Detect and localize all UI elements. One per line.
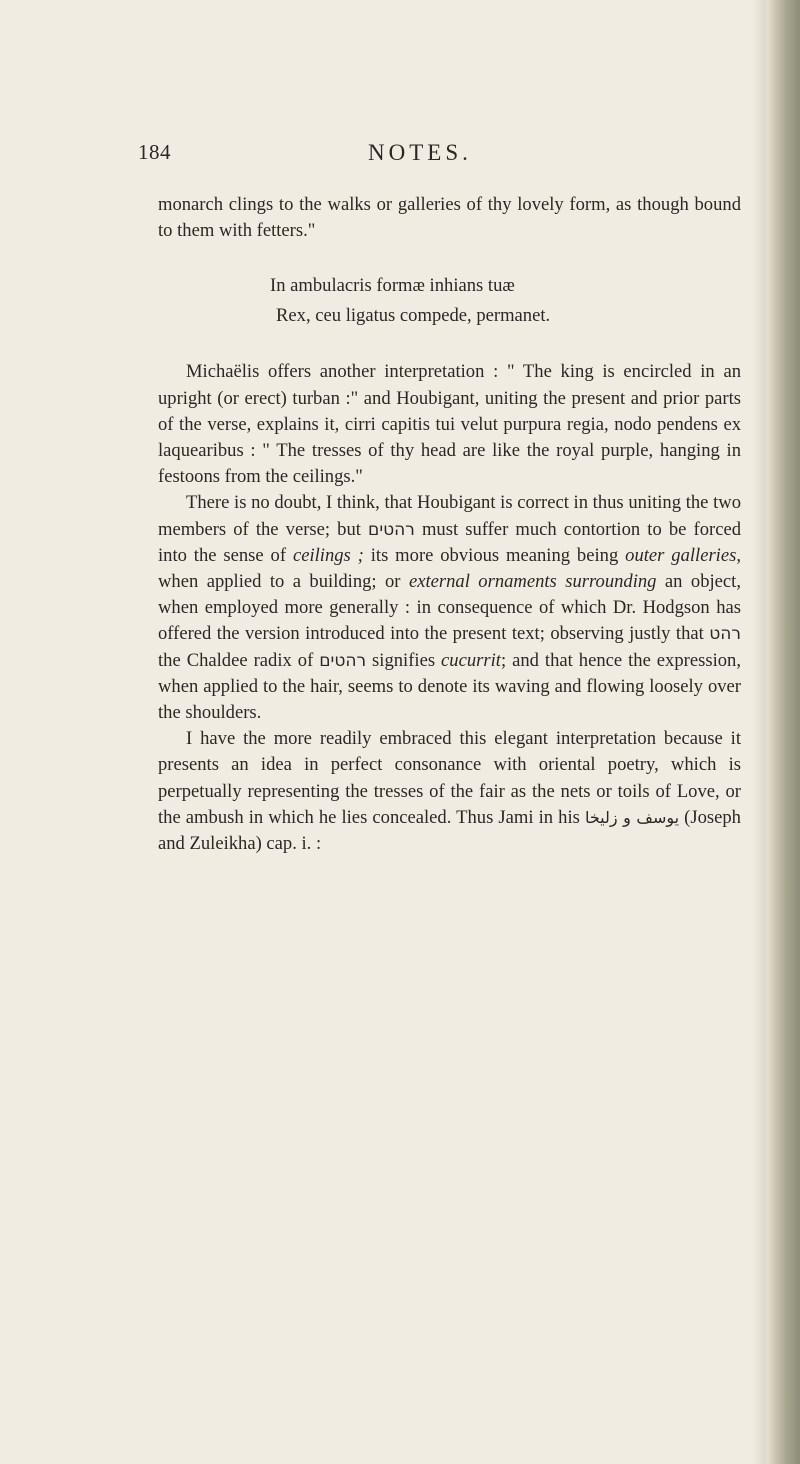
paragraph-michaelis: Michaëlis offers another interpretation : " The king is encircled in an upright (or erect) turban :" and Houbigant, uniting the present and prior parts of the verse, explains it, cirri capitis tui velut purpura regia, nodo pendens ex laquearibus : " The tresses of thy head are like the royal purple, hanging in festoons from the ceilings." bbox=[158, 361, 741, 488]
p3-text-e: an object, when employed more generally : in consequence of which Dr. Hodgson has offered the version introduced into the present text; observing justly that bbox=[158, 571, 741, 645]
hebrew-word-2: רהט bbox=[709, 624, 741, 645]
verse-line-1: In ambulacris formæ inhians tuæ bbox=[270, 275, 515, 297]
page-number: 184 bbox=[138, 140, 171, 164]
p3-text-b: must suffer much contortion to be forced into the sense of bbox=[158, 518, 741, 566]
p4-text-b: (Joseph and Zuleikha) cap. i. : bbox=[158, 806, 741, 855]
verse-line-2: Rex, ceu ligatus compede, permanet. bbox=[276, 305, 551, 327]
p3-text-h: ; and that hence the expression, when applied to the hair, seems to denote its waving and flowing loosely over the shoulders. bbox=[158, 649, 741, 724]
latin-verse bbox=[270, 271, 741, 331]
p3-italic-4: cucurrit bbox=[441, 649, 501, 671]
p3-italic-2: outer galleries, bbox=[625, 544, 741, 566]
p3-text-d: when applied to a building; or bbox=[158, 571, 401, 593]
persian-title: یوسف و زلیخا bbox=[584, 807, 680, 827]
p4-text-a: I have the more readily embraced this elegant interpretation because it presents an idea in perfect consonance with oriental poetry, which is perpetually representing the tresses of the fair as the nets or toils of Love, or the ambush in which he lies concealed. Thus Jami in his bbox=[158, 728, 741, 828]
paragraph-houbigant bbox=[158, 490, 741, 726]
p3-italic-3: external ornaments surrounding bbox=[408, 571, 657, 593]
page-header bbox=[138, 140, 738, 174]
running-head: NOTES. bbox=[368, 140, 472, 165]
p3-text-c: its more obvious meaning being bbox=[370, 544, 619, 566]
p3-text-a: There is no doubt, I think, that Houbigant is correct in thus uniting the two members of the verse; but bbox=[158, 492, 741, 540]
p3-text-g: signifies bbox=[372, 649, 436, 671]
page-edge bbox=[766, 0, 800, 1464]
paragraph-oriental-poetry bbox=[158, 726, 741, 857]
body-text bbox=[158, 192, 741, 857]
hebrew-word-1: רהטים bbox=[368, 519, 415, 540]
p3-text-f: the Chaldee radix of bbox=[158, 649, 314, 671]
p3-italic-1: ceilings ; bbox=[292, 544, 364, 566]
paragraph-continued: monarch clings to the walks or galleries of thy lovely form, as though bound to them with fetters." bbox=[158, 194, 741, 242]
page-gutter-shadow bbox=[752, 0, 766, 1464]
hebrew-word-3: רהטים bbox=[319, 650, 367, 671]
